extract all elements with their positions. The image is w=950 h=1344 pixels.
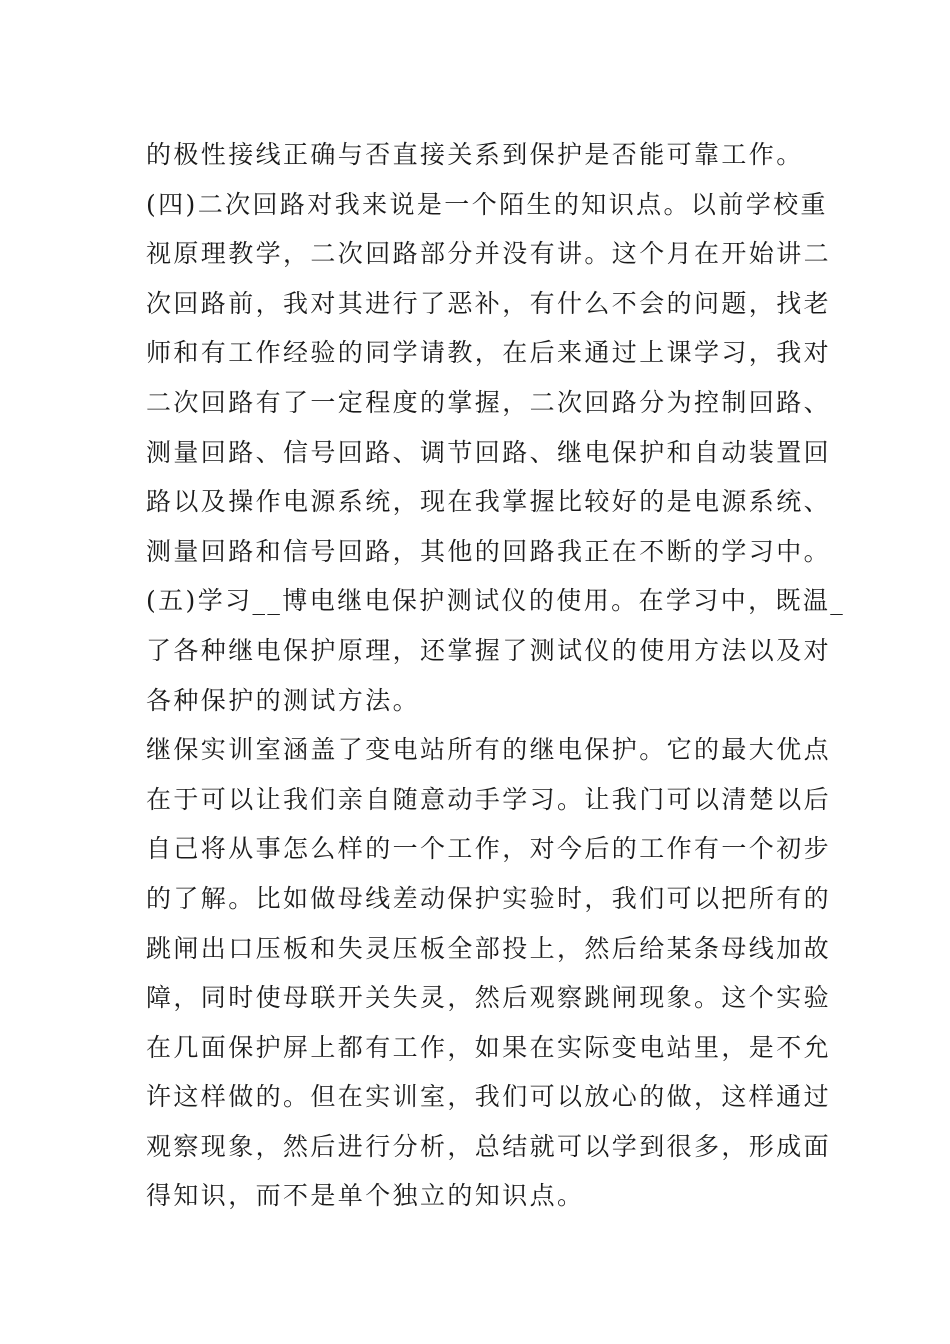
text-line: 视原理教学，二次回路部分并没有讲。这个月在开始讲二 bbox=[146, 239, 832, 269]
text-line: (四)二次回路对我来说是一个陌生的知识点。以前学校重 bbox=[146, 189, 828, 219]
text-line: 障，同时使母联开关失灵，然后观察跳闸现象。这个实验 bbox=[146, 983, 832, 1013]
text-line: 次回路前，我对其进行了恶补，有什么不会的问题，找老 bbox=[146, 288, 832, 318]
text-line: 许这样做的。但在实训室，我们可以放心的做，这样通过 bbox=[146, 1082, 832, 1112]
text-line: 二次回路有了一定程度的掌握，二次回路分为控制回路、 bbox=[146, 387, 832, 417]
text-line: 测量回路、信号回路、调节回路、继电保护和自动装置回 bbox=[146, 437, 832, 467]
text-line: 继保实训室涵盖了变电站所有的继电保护。它的最大优点 bbox=[146, 735, 832, 765]
body-text bbox=[146, 130, 846, 1221]
text-line: 自己将从事怎么样的一个工作，对今后的工作有一个初步 bbox=[146, 834, 832, 864]
text-line: 师和有工作经验的同学请教，在后来通过上课学习，我对 bbox=[146, 338, 832, 368]
text-line: 得知识，而不是单个独立的知识点。 bbox=[146, 1181, 585, 1211]
text-line: 在几面保护屏上都有工作，如果在实际变电站里，是不允 bbox=[146, 1032, 832, 1062]
text-line: 观察现象，然后进行分析，总结就可以学到很多，形成面 bbox=[146, 1131, 832, 1161]
text-line: 测量回路和信号回路，其他的回路我正在不断的学习中。 bbox=[146, 536, 832, 566]
text-line: 跳闸出口压板和失灵压板全部投上，然后给某条母线加故 bbox=[146, 933, 832, 963]
text-line: 在于可以让我们亲自随意动手学习。让我门可以清楚以后 bbox=[146, 784, 832, 814]
text-line: (五)学习__博电继电保护测试仪的使用。在学习中，既温_ bbox=[146, 586, 846, 616]
text-line: 的了解。比如做母线差动保护实验时，我们可以把所有的 bbox=[146, 883, 832, 913]
text-line: 各种保护的测试方法。 bbox=[146, 685, 421, 715]
text-line: 的极性接线正确与否直接关系到保护是否能可靠工作。 bbox=[146, 140, 804, 169]
text-line: 了各种继电保护原理，还掌握了测试仪的使用方法以及对 bbox=[146, 635, 832, 665]
text-line: 路以及操作电源系统，现在我掌握比较好的是电源系统、 bbox=[146, 487, 832, 517]
